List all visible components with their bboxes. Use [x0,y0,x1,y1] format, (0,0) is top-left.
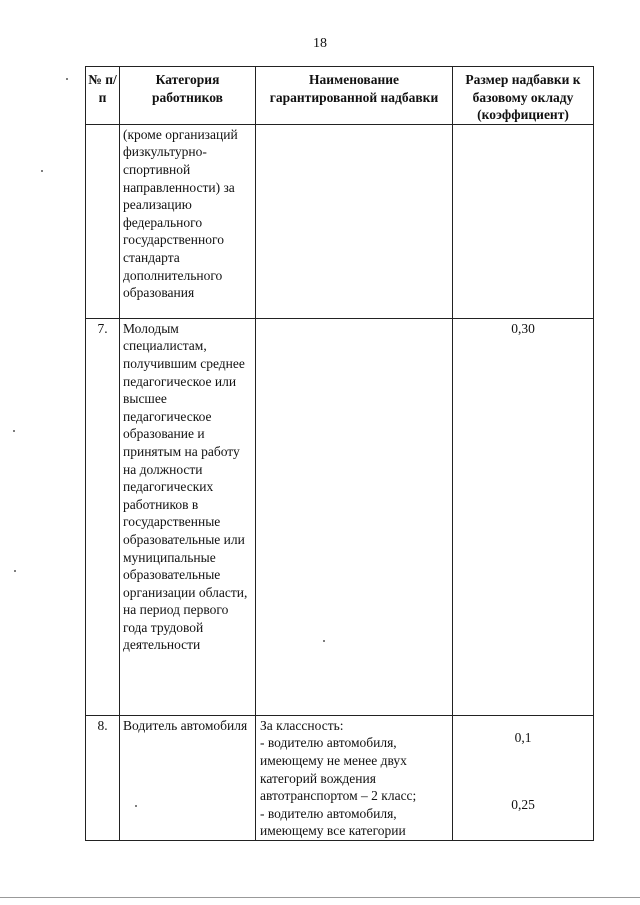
row-coefficient [453,318,594,715]
table-row [86,715,594,840]
row-allowance-name [256,318,453,715]
row-category: Водитель автомобиля [120,715,256,840]
scan-speck [66,78,68,80]
coef-value-class2: 0,1 [514,729,532,745]
row-category: Молодым специалистам, получившим среднее педагогическое или высшее педагогическое образование и принятым на работу на должности педагогических работников в государственные образовательные или муниципальные образовательные организации области, на период первого года трудовой деятельности [120,318,256,715]
coef-value-all-categories: 0,25 [511,797,535,813]
row-allowance-name [256,124,453,318]
scan-speck [135,805,137,807]
row-number: 7. [86,318,120,715]
scan-speck [13,430,15,432]
row-number: 8. [86,715,120,840]
header-allowance-name: Наименование гарантированной надбавки [256,67,453,125]
row-coefficient [453,715,594,840]
page-number: 18 [313,36,327,51]
header-category: Категория работников [120,67,256,125]
coef-value: 0,30 [511,320,535,336]
row-number [86,124,120,318]
header-num: № п/п [86,67,120,125]
row-category: (кроме организаций физкультурно-спортивной направленности) за реализацию федерального государственного стандарта дополнительного образования [120,124,256,318]
header-coefficient: Размер надбавки к базовому окладу (коэффициент) [453,67,594,125]
scan-speck [14,570,16,572]
row-allowance-name: За классность: - водителю автомобиля, имеющему не менее двух категорий вождения автотранспортом – 2 класс; - водителю автомобиля, имеющему все категории [256,715,453,840]
scan-speck [323,640,325,642]
scan-speck [41,170,43,172]
row-coefficient [453,124,594,318]
table-header-row [86,67,594,125]
table-row [86,124,594,318]
scan-edge-line [0,897,640,898]
allowance-table [85,66,594,841]
table-row [86,318,594,715]
